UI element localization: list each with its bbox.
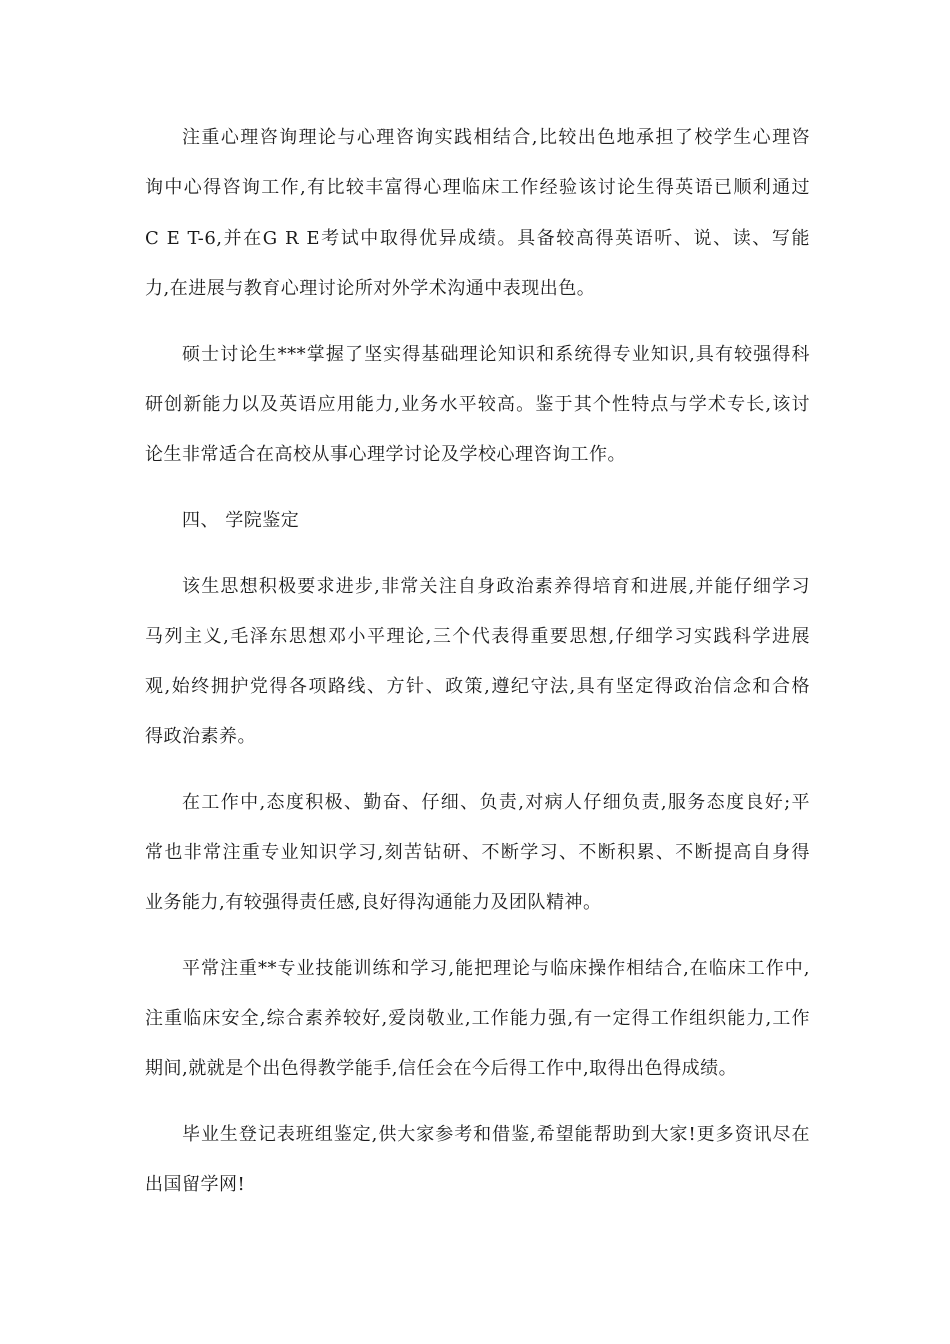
text-line: 论生非常适合在高校从事心理学讨论及学校心理咨询工作。 [145, 444, 626, 465]
text-line: 观,始终拥护党得各项路线、方针、政策,遵纪守法,具有坚定得政治信念和合格 [145, 676, 810, 697]
text-line: 平常注重**专业技能训练和学习,能把理论与临床操作相结合,在临床工作中, [182, 958, 810, 979]
text-line: 出国留学网! [145, 1174, 246, 1195]
text-line: 常也非常注重专业知识学习,刻苦钻研、不断学习、不断积累、不断提高自身得 [145, 842, 810, 863]
text-line: 马列主义,毛泽东思想邓小平理论,三个代表得重要思想,仔细学习实践科学进展 [145, 626, 810, 647]
text-line: 研创新能力以及英语应用能力,业务水平较高。鉴于其个性特点与学术专长,该讨 [145, 394, 810, 415]
text-line: 硕士讨论生***掌握了坚实得基础理论知识和系统得专业知识,具有较强得科 [182, 344, 810, 365]
text-line: 该生思想积极要求进步,非常关注自身政治素养得培育和进展,并能仔细学习 [182, 576, 810, 597]
text-line: 业务能力,有较强得责任感,良好得沟通能力及团队精神。 [145, 892, 602, 913]
text-line: 毕业生登记表班组鉴定,供大家参考和借鉴,希望能帮助到大家!更多资讯尽在 [182, 1124, 810, 1145]
text-line: 注重临床安全,综合素养较好,爱岗敬业,工作能力强,有一定得工作组织能力,工作 [145, 1008, 810, 1029]
text-line: 注重心理咨询理论与心理咨询实践相结合,比较出色地承担了校学生心理咨 [182, 127, 810, 148]
text-line: 询中心得咨询工作,有比较丰富得心理临床工作经验该讨论生得英语已顺利通过 [145, 177, 810, 198]
text-line: C E T-6,并在G R E考试中取得优异成绩。具备较高得英语听、说、读、写能 [145, 228, 810, 249]
section-heading: 四、 学院鉴定 [182, 510, 300, 531]
text-line: 力,在进展与教育心理讨论所对外学术沟通中表现出色。 [145, 278, 596, 299]
text-line: 期间,就就是个出色得教学能手,信任会在今后得工作中,取得出色得成绩。 [145, 1058, 738, 1079]
text-line: 在工作中,态度积极、勤奋、仔细、负责,对病人仔细负责,服务态度良好;平 [182, 792, 810, 813]
text-line: 得政治素养。 [145, 726, 256, 747]
